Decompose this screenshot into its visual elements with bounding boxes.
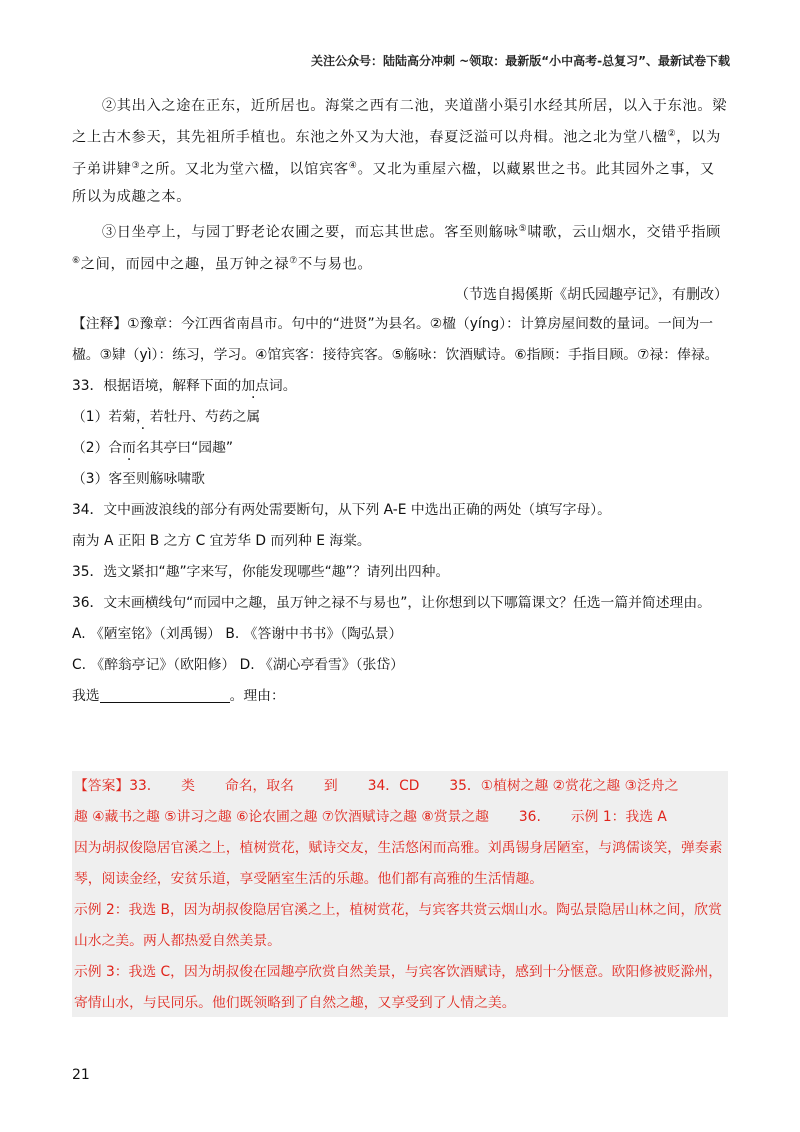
question-36-answer-line: 我选 。理由： xyxy=(72,687,285,704)
question-36-options-ab: A. 《陋室铭》（刘禹锡） B. 《答谢中书书》（陶弘景） xyxy=(72,625,403,642)
answer-line-1: 【答案】33. 类 命名，取名 到 34．CD 35．①植树之趣 ②赏花之趣 ③泛舟之 xyxy=(74,778,679,794)
answer-example-2: 示例 2：我选 B，因为胡叔俊隐居官溪之上，植树赏花，与宾客共赏云烟山水。陶弘景隐居山林之间，欣赏山水之美。两人都热爱自然美景。 xyxy=(74,902,722,949)
answer-example-1: 因为胡叔俊隐居官溪之上，植树赏花，赋诗交友，生活悠闲而高雅。刘禹锡身居陋室，与鸿儒谈笑，弹奏素琴，阅读金经，安贫乐道，享受陋室生活的乐趣。他们都有高雅的生活情趣。 xyxy=(74,840,723,887)
passage-paragraph-2: ②其出入之途在正东，近所居也。海棠之西有二池，夹道凿小渠引水经其所居，以入于东池。梁之上古木参天，其先祖所手植也。东池之外又为大池，春夏泛溢可以舟楫。池之北为堂八楹②，以为子弟讲肄③之所。又北为堂六楹，以馆宾客④。又北为重屋六楹，以藏累世之书。此其园外之事，又所以为成趣之本。 xyxy=(72,98,728,206)
question-33-1: （1）若菊，若牡丹、芍药之属 xyxy=(72,402,728,433)
dotted-word: 属 xyxy=(246,408,261,425)
dotted-word: 至 xyxy=(122,470,136,487)
question-35: 35．选文紧扣“趣”字来写，你能发现哪些“趣”？请列出四种。 xyxy=(72,563,450,580)
question-36: 36．文末画横线句“而园中之趣，虽万钟之禄不与易也”，让你想到以下哪篇课文？任选一篇并简述理由。 xyxy=(72,594,711,611)
document-body xyxy=(72,92,728,712)
fill-blank xyxy=(100,686,230,703)
answer-line-2: 趣 ④藏书之趣 ⑤讲习之趣 ⑥论农圃之趣 ⑦饮酒赋诗之趣 ⑧赏景之趣 36. 示例 1：我选 A xyxy=(74,809,667,825)
answer-box xyxy=(72,771,728,1017)
answer-example-3: 示例 3：我选 C，因为胡叔俊在园趣亭欣赏自然美景，与宾客饮酒赋诗，感到十分惬意。欧阳修被贬滁州，寄情山水，与民同乐。他们既领略到了自然之趣，又享受到了人情之美。 xyxy=(74,964,723,1011)
question-36-options-cd: C. 《醉翁亭记》（欧阳修） D. 《湖心亭看雪》（张岱） xyxy=(72,656,404,673)
annotations: 【注释】①豫章：今江西省南昌市。句中的“进贤”为县名。②楹（yíng）：计算房屋间数的量词。一间为一楹。③肄（yì）：练习，学习。④馆宾客：接待宾客。⑤觞咏：饮酒赋诗。⑥指顾：手指目顾。⑦禄：俸禄。 xyxy=(72,315,719,363)
question-33-2: （2）合而名其亭曰“园趣” xyxy=(72,433,728,464)
page-number: 21 xyxy=(72,1067,90,1083)
page-header: 关注公众号：陆陆高分冲刺 ~领取：最新版“小中高考-总复习”、最新试卷下载 xyxy=(311,54,730,68)
question-33: 33．根据语境，解释下面的加点词。 xyxy=(72,377,297,394)
question-34-options: 南为 A 正阳 B 之方 C 宜芳华 D 而列种 E 海棠。 xyxy=(72,532,371,549)
dotted-word: 名 xyxy=(135,439,150,456)
question-34: 34．文中画波浪线的部分有两处需要断句，从下列 A-E 中选出正确的两处（填写字母）。 xyxy=(72,501,611,518)
passage-paragraph-3: ③日坐亭上，与园丁野老论农圃之要，而忘其世虑。客至则觞咏⑤啸歌，云山烟水，交错乎指顾⑥之间，而园中之趣，虽万钟之禄⑦不与易也。 xyxy=(72,224,721,273)
question-33-3: （3）客至则觞咏啸歌 xyxy=(72,464,728,495)
passage-source: （节选自揭傒斯《胡氏园趣亭记》，有删改） xyxy=(455,286,728,303)
